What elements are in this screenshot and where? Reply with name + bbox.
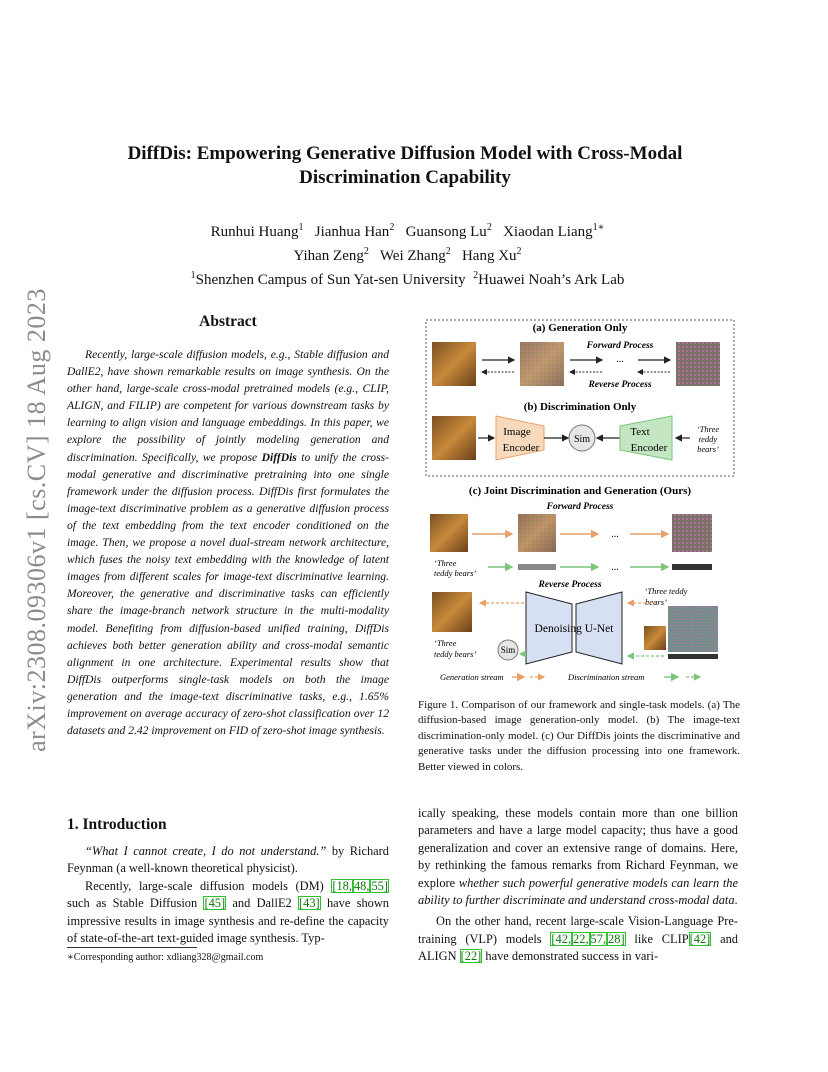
legend-discrimination-stream: Discrimination stream	[568, 672, 645, 682]
author-sup: 2	[445, 246, 451, 257]
caption-text-b-3: bears’	[697, 444, 719, 454]
paper-title	[90, 142, 720, 190]
author-name: Runhui Huang	[210, 224, 299, 240]
text-embedding-noisy	[672, 564, 712, 570]
author-name: Hang Xu	[461, 248, 517, 264]
citation-link[interactable]: 57,	[590, 931, 607, 946]
forward-process-label-c: Forward Process	[546, 502, 614, 512]
intro-text: and DallE2	[226, 896, 298, 911]
figure-1-diagram	[420, 316, 740, 694]
intro-text: ically speaking, these models contain more than one billion parameters and have a large model capacity; thus have a good generalization and cover an extensive range of domains. Here, by rethinking the famous remarks from Richard Feynman, we explore	[418, 806, 738, 890]
citation-link[interactable]: [42,	[551, 931, 572, 946]
citation-link[interactable]: 48,	[353, 878, 370, 893]
research-question: whether such powerful generative models can learn the ability to further discriminate and understand cross-modal data	[418, 875, 738, 908]
text-encoder-label-2: Encoder	[630, 442, 668, 454]
affiliation-line	[120, 266, 695, 290]
author-sup: 2	[363, 246, 369, 257]
three-teddy-left-2: teddy bears’	[434, 568, 477, 578]
text-embedding-clean	[518, 564, 556, 570]
three-teddy-bottom-1: ‘Three	[434, 638, 457, 648]
abstract-heading: Abstract	[199, 313, 257, 330]
label-b: (b) Discrimination Only	[523, 401, 637, 413]
intro-text: On the other hand, recent large-scale Vision-Language Pre-training (VLP) models	[418, 914, 738, 946]
noise-overlay	[518, 514, 556, 552]
label-a: (a) Generation Only	[532, 322, 628, 334]
affiliation-2: Huawei Noah’s Ark Lab	[478, 272, 625, 288]
abstract-text	[67, 346, 389, 739]
noise-image	[676, 342, 720, 386]
three-teddy-bottom-2: teddy bears’	[434, 649, 477, 659]
intro-paragraph-1	[67, 843, 389, 878]
reverse-process-label-c: Reverse Process	[538, 580, 602, 590]
denoising-unet-label: Denoising U-Net	[534, 623, 614, 635]
label-c: (c) Joint Discrimination and Generation (Ours)	[468, 485, 692, 497]
caption-text-b-1: ‘Three	[696, 424, 720, 434]
noise-image-c	[672, 514, 712, 552]
arxiv-identifier	[22, 270, 52, 770]
affiliation-1: Shenzhen Campus of Sun Yat-sen University	[195, 272, 466, 288]
citation-link[interactable]: 55]	[371, 878, 388, 893]
affiliation-sup: 1	[190, 270, 196, 281]
author-name: Guansong Lu	[405, 224, 487, 240]
teddy-thumbnail	[644, 626, 666, 650]
teddy-image-c	[430, 514, 468, 552]
intro-text: like CLIP	[625, 931, 689, 946]
citation-link[interactable]: [45]	[204, 896, 226, 911]
author-sup: 2	[389, 222, 395, 233]
citation-link[interactable]: [18,	[332, 878, 352, 893]
author-sup: 2	[486, 222, 492, 233]
title-line-2: Discrimination Capability	[299, 167, 511, 188]
author-name: Wei Zhang	[379, 248, 446, 264]
intro-right-column	[418, 805, 738, 966]
citation-link[interactable]: [42]	[689, 931, 711, 946]
citation-link[interactable]: 22,	[573, 931, 589, 946]
noisy-text-embedding	[668, 654, 718, 659]
author-line-1	[120, 218, 695, 242]
image-encoder-label-2: Encoder	[502, 442, 540, 454]
intro-text: have shown impressive results in image synthesis and re-define the capacity of state-of-the-art text-guided image synthesis. Typ-	[67, 896, 389, 946]
author-block	[120, 218, 695, 290]
three-teddy-right-2: bears’	[645, 597, 667, 607]
dots-c-1: ...	[611, 529, 619, 540]
caption-text-b-2: teddy	[698, 434, 718, 444]
reverse-process-label-a: Reverse Process	[588, 380, 652, 390]
intro-paragraph-4	[418, 913, 738, 965]
abstract-part: to unify the cross-modal generative and discriminative pretraining into one single framework under the diffusion process. DiffDis first formulates the image-text discriminative problem as a generative diffusion process of the text embedding from the text encoder conditioned on the image. Then, we propose a novel dual-stream network architecture, which fuses the noisy text embedding with the knowledge of latent images from different scales for image-text discriminative learning. Moreover, the generative and discriminative tasks can efficiently share the image-branch network structure in the multi-modality model. Benefiting from diffusion-based unified training, DiffDis achieves both better generation ability and cross-modal semantic alignment in one architecture. Experimental results show that DiffDis outperforms single-task models on both the image generation and the image-text discriminative tasks, e.g., 1.65% improvement on average accuracy of zero-shot classification over 12 datasets and 2.42 improvement on FID of zero-shot image synthesis.	[67, 450, 389, 738]
author-sup: 1∗	[592, 222, 605, 233]
intro-text: and ALIGN	[418, 931, 738, 964]
title-line-1: DiffDis: Empowering Generative Diffusion Model with Cross-Modal	[127, 143, 683, 164]
three-teddy-right-1: ‘Three teddy	[644, 586, 688, 596]
author-name: Jianhua Han	[314, 224, 390, 240]
noise-overlay	[520, 342, 564, 386]
sim-label-c: Sim	[500, 645, 516, 655]
intro-heading: 1. Introduction	[67, 816, 167, 833]
dots-c-2: ...	[611, 562, 619, 573]
figure-caption: Figure 1. Comparison of our framework and single-task models. (a) The diffusion-based image generation-only model. (b) The image-text discrimination-only model. (c) Our DiffDis joints the discriminative and generative tasks under the diffusion processing into one framework. Better viewed in colors.	[418, 699, 740, 773]
legend-generation-stream: Generation stream	[440, 672, 504, 682]
intro-text: by Richard Feynman (a well-known theoretical physicist).	[67, 844, 389, 876]
intro-paragraph-2	[67, 878, 389, 948]
image-encoder-label-1: Image	[503, 426, 531, 438]
dots-a: ...	[616, 354, 624, 365]
sim-label-b: Sim	[573, 434, 591, 445]
intro-text: have demonstrated success in vari-	[482, 949, 659, 964]
author-name: Xiaodan Liang	[503, 224, 593, 240]
teddy-image-clean	[432, 342, 476, 386]
citation-link[interactable]: [22]	[460, 949, 482, 964]
teddy-image-b	[432, 416, 476, 460]
intro-left-column	[67, 843, 389, 947]
author-sup: 2	[516, 246, 522, 257]
text-encoder-label-1: Text	[630, 426, 650, 438]
footnote-rule	[67, 947, 197, 948]
footnote: ∗Corresponding author: xdliang328@gmail.com	[67, 952, 264, 963]
teddy-image-output	[432, 592, 472, 632]
abstract-part: Recently, large-scale diffusion models, e.g., Stable diffusion and DallE2, have shown remarkable results on image synthesis. On the other hand, large-scale cross-modal pretrained models (e.g., CLIP, ALIGN, and FILIP) are competent for various downstream tasks by learning to align vision and language embeddings. In this paper, we explore the possibility of jointly modeling generation and discrimination. Specifically, we propose	[67, 348, 389, 464]
three-teddy-left-1: ‘Three	[434, 558, 457, 568]
author-sup: 1	[298, 222, 304, 233]
citation-link[interactable]: 28]	[608, 931, 625, 946]
abstract-method-name: DiffDis	[261, 450, 297, 464]
intro-paragraph-3	[418, 805, 738, 909]
citation-link[interactable]: [43]	[299, 896, 320, 911]
forward-process-label-a: Forward Process	[586, 341, 654, 351]
arxiv-id-text: arXiv:2308.09306v1 [cs.CV] 18 Aug 2023	[22, 288, 51, 752]
intro-text: Recently, large-scale diffusion models (DM)	[85, 878, 332, 893]
author-line-2	[120, 242, 695, 266]
author-name: Yihan Zeng	[293, 248, 364, 264]
noise-latent	[668, 606, 718, 652]
feynman-quote: “What I cannot create, I do not understand.”	[85, 844, 327, 858]
affiliation-sup: 2	[473, 270, 479, 281]
intro-text: such as Stable Diffusion	[67, 896, 204, 911]
intro-text: .	[734, 893, 738, 908]
